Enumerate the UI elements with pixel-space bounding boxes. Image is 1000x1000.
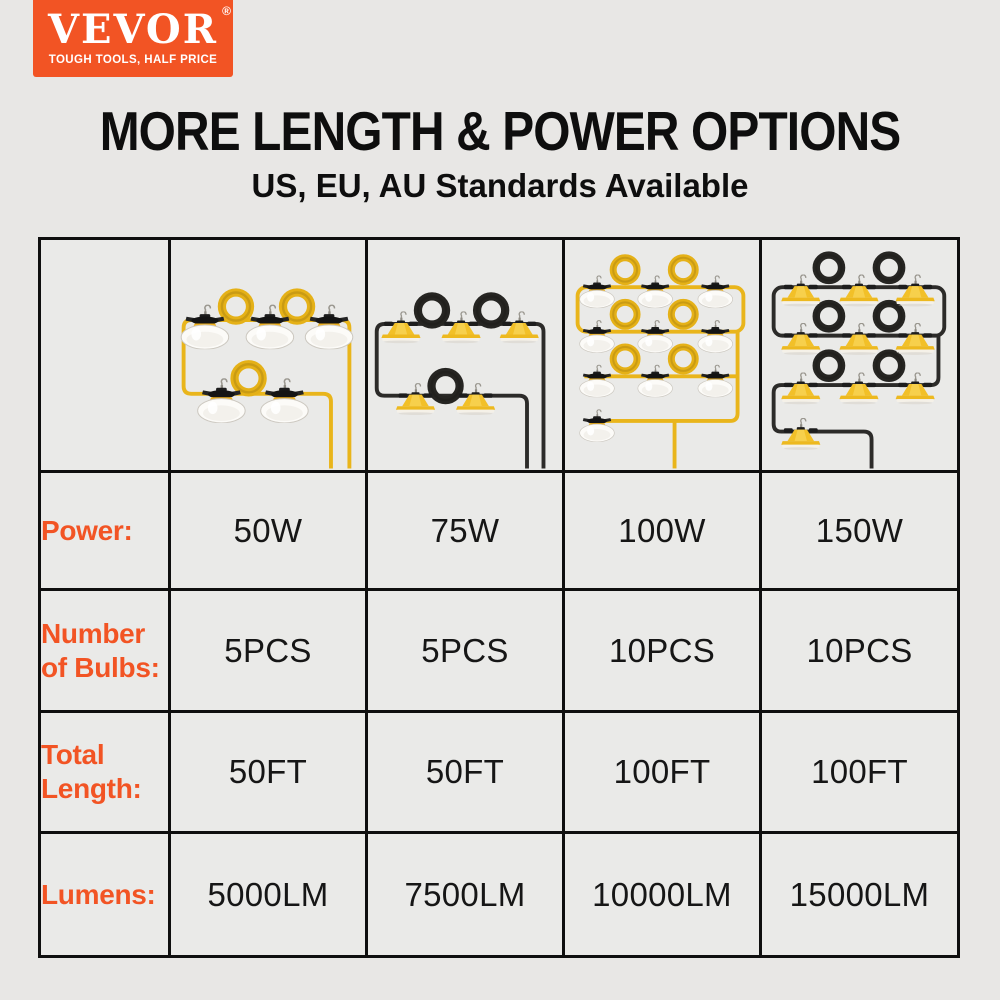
cable-coil-icon (671, 302, 695, 326)
power-value: 75W (367, 472, 564, 590)
cable-coil-icon (876, 353, 901, 378)
power-value: 50W (170, 472, 367, 590)
row-label-number-of-bulbs: Number of Bulbs: (40, 590, 170, 712)
globe-bulb-icon (580, 409, 615, 441)
registered-mark: ® (222, 4, 233, 18)
bulbs-value: 5PCS (367, 590, 564, 712)
cable-coil-icon (418, 296, 446, 324)
globe-bulb-icon (638, 365, 673, 397)
row-label-lumens: Lumens: (40, 833, 170, 957)
row-label-power: Power: (40, 472, 170, 590)
page-title: MORE LENGTH & POWER OPTIONS (99, 100, 901, 162)
power-row (40, 472, 959, 590)
disc-light-icon (896, 274, 935, 305)
length-value: 50FT (170, 712, 367, 833)
product-cell-75w (367, 239, 564, 472)
disc-light-icon (781, 372, 820, 403)
row-label-total-length: Total Length: (40, 712, 170, 833)
bulbs-value: 10PCS (564, 590, 761, 712)
disc-light-icon (839, 274, 878, 305)
product-cell-50w (170, 239, 367, 472)
cable-coil-icon (613, 257, 637, 281)
globe-bulb-icon (580, 275, 615, 307)
lumens-value: 7500LM (367, 833, 564, 957)
globe-bulb-icon (698, 320, 733, 352)
product-image-50w-5-globe-bulbs (171, 242, 362, 469)
cable-coil-icon (671, 257, 695, 281)
globe-bulb-icon (698, 365, 733, 397)
globe-bulb-icon (580, 320, 615, 352)
cable-coil-icon (222, 292, 250, 320)
globe-bulb-icon (638, 275, 673, 307)
product-cell-100w (564, 239, 761, 472)
power-value: 150W (761, 472, 959, 590)
logo-wordmark (48, 4, 233, 53)
length-value: 50FT (367, 712, 564, 833)
disc-light-icon (896, 372, 935, 403)
cable-coil-icon (816, 255, 841, 280)
logo-text: VEVOR (48, 6, 218, 53)
globe-bulb-icon (580, 365, 615, 397)
product-image-100w-10-globe-bulbs (565, 242, 756, 469)
disc-light-icon (781, 274, 820, 305)
lumens-value: 10000LM (564, 833, 761, 957)
empty-corner-cell (40, 239, 170, 472)
disc-light-icon (839, 323, 878, 354)
bulbs-row (40, 590, 959, 712)
product-image-75w-5-disc-lights (368, 242, 559, 469)
cable-coil-icon (613, 346, 637, 370)
disc-light-icon (839, 372, 878, 403)
disc-light-icon (896, 323, 935, 354)
cable-coil-icon (816, 303, 841, 328)
cable-coil-icon (613, 302, 637, 326)
cable-coil-icon (876, 303, 901, 328)
length-row (40, 712, 959, 833)
logo-tagline: TOUGH TOOLS, HALF PRICE (48, 54, 218, 66)
cable-coil-icon (235, 364, 263, 392)
disc-light-icon (781, 323, 820, 354)
page-subtitle: US, EU, AU Standards Available (251, 167, 749, 204)
cable-coil-icon (876, 255, 901, 280)
comparison-table (38, 237, 960, 958)
disc-light-icon (381, 311, 420, 342)
length-value: 100FT (564, 712, 761, 833)
length-value: 100FT (761, 712, 959, 833)
cable-coil-icon (477, 296, 505, 324)
lumens-value: 15000LM (761, 833, 959, 957)
cable-coil-icon (283, 292, 311, 320)
lumens-row (40, 833, 959, 957)
product-images-row (40, 239, 959, 472)
globe-bulb-icon (698, 275, 733, 307)
bulbs-value: 10PCS (761, 590, 959, 712)
cable-coil-icon (816, 353, 841, 378)
cable-coil-icon (671, 346, 695, 370)
globe-bulb-icon (638, 320, 673, 352)
vevor-logo (33, 0, 233, 77)
product-cell-150w (761, 239, 959, 472)
lumens-value: 5000LM (170, 833, 367, 957)
disc-light-icon (781, 418, 820, 449)
globe-bulb-icon (261, 378, 309, 422)
power-value: 100W (564, 472, 761, 590)
bulbs-value: 5PCS (170, 590, 367, 712)
product-image-150w-10-disc-lights (762, 242, 953, 469)
